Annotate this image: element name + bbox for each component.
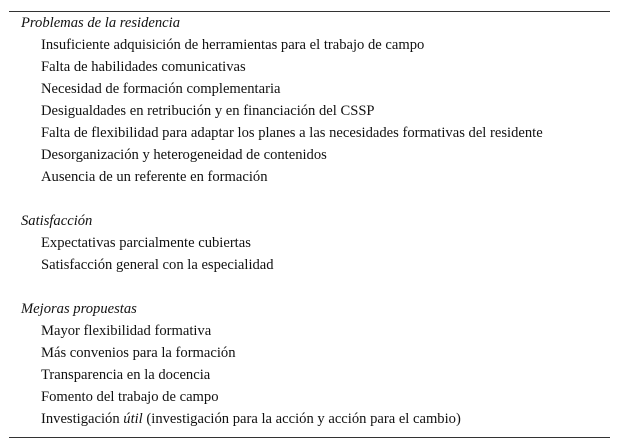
list-item: Falta de flexibilidad para adaptar los planes a las necesidades formativas del residente [41,125,543,141]
item-text-emphasis: útil [123,411,143,427]
list-item: Ausencia de un referente en formación [41,169,268,185]
list-item: Fomento del trabajo de campo [41,389,219,405]
list-item: Expectativas parcialmente cubiertas [41,235,251,251]
list-item-investigacion [9,408,610,430]
section-heading-mejoras: Mejoras propuestas [21,301,137,317]
item-text-suffix: (investigación para la acción y acción para el cambio) [142,411,461,427]
list-item: Necesidad de formación complementaria [41,81,281,97]
list-item: Transparencia en la docencia [41,367,211,383]
list-item: Más convenios para la formación [41,345,236,361]
item-text-prefix: Investigación [41,411,124,427]
list-item: Insuficiente adquisición de herramientas para el trabajo de campo [41,37,425,53]
list-item: Desorganización y heterogeneidad de contenidos [41,147,327,163]
table-rows [9,12,610,430]
section-heading-problemas: Problemas de la residencia [21,15,181,31]
section-spacer [9,276,610,298]
list-item: Mayor flexibilidad formativa [41,323,212,339]
list-item: Satisfacción general con la especialidad [41,257,274,273]
list-item: Falta de habilidades comunicativas [41,59,246,75]
list-item: Desigualdades en retribución y en financiación del CSSP [41,103,375,119]
section-heading-satisfaccion: Satisfacción [21,213,93,229]
summary-table [9,11,610,438]
section-spacer [9,188,610,210]
